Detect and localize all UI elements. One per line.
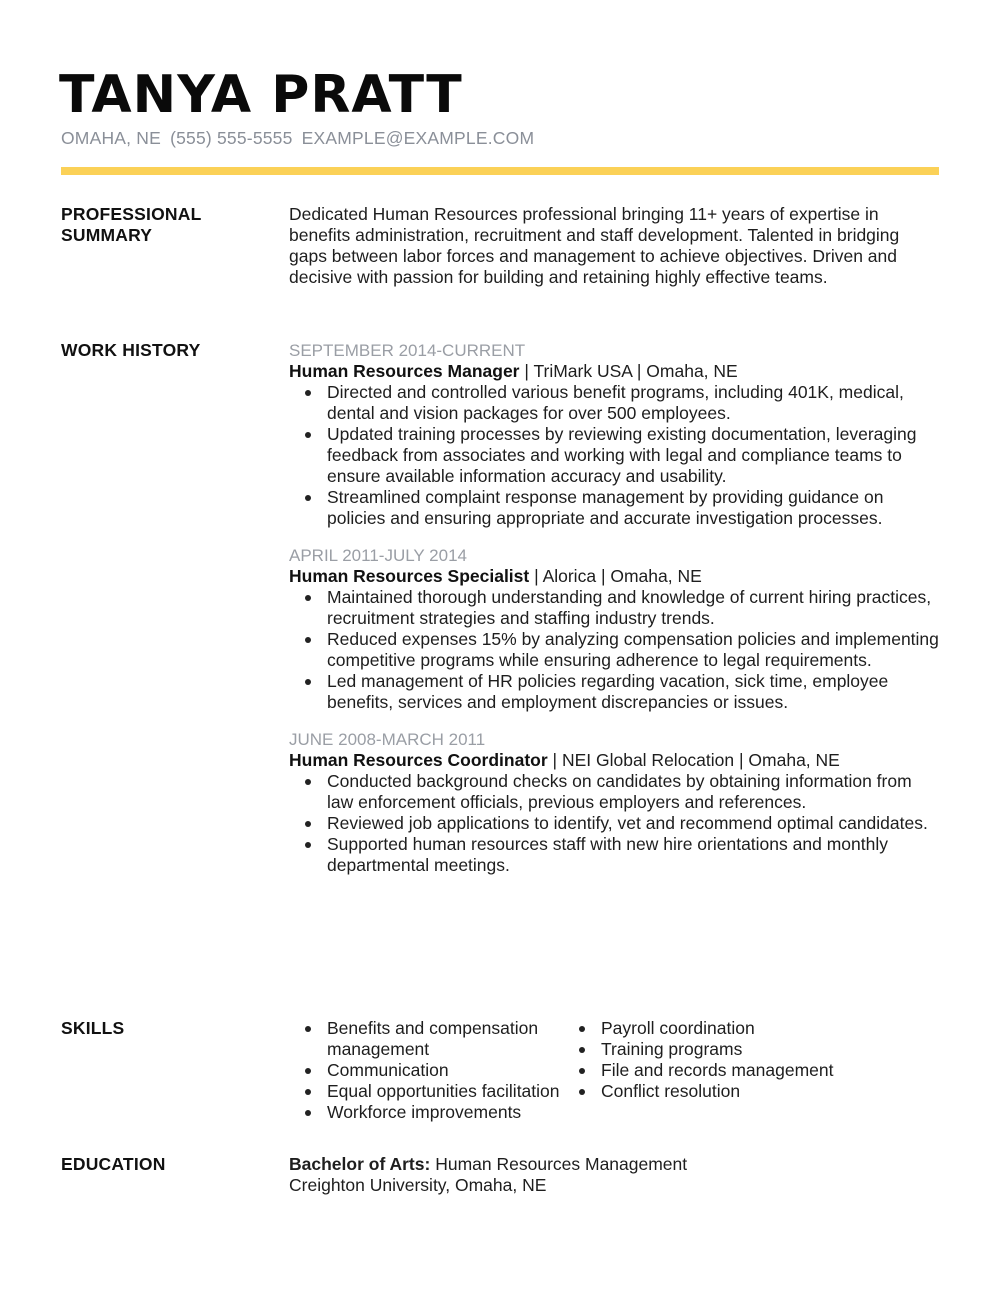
skill-item: Conflict resolution xyxy=(601,1081,876,1102)
job-location: Omaha, NE xyxy=(748,750,840,770)
section-label: PROFESSIONAL SUMMARY xyxy=(61,204,202,245)
skills-list xyxy=(289,1018,576,1123)
work-history-body xyxy=(289,340,941,892)
contact-email: EXAMPLE@EXAMPLE.COM xyxy=(301,128,535,148)
job-bullets xyxy=(289,587,941,713)
job-bullet: Conducted background checks on candidates by obtaining information from law enforcement officials, previous employers and references. xyxy=(327,771,941,813)
job-entry xyxy=(289,545,941,713)
job-entry xyxy=(289,729,941,876)
separator: | xyxy=(739,750,744,770)
skill-item: Workforce improvements xyxy=(327,1102,576,1123)
job-dates: APRIL 2011-JULY 2014 xyxy=(289,546,467,565)
job-location: Omaha, NE xyxy=(610,566,702,586)
job-bullet: Reduced expenses 15% by analyzing compensation policies and implementing competitive programs while ensuring adherence to legal requirements. xyxy=(327,629,941,671)
job-title-line xyxy=(289,750,941,771)
job-dates: SEPTEMBER 2014-CURRENT xyxy=(289,341,526,360)
job-location: Omaha, NE xyxy=(646,361,738,381)
contact-location: OMAHA, NE xyxy=(61,128,162,148)
degree-field: Human Resources Management xyxy=(435,1154,688,1174)
job-bullet: Reviewed job applications to identify, vet and recommend optimal candidates. xyxy=(327,813,941,834)
job-title: Human Resources Coordinator xyxy=(289,750,548,770)
skill-item: Payroll coordination xyxy=(601,1018,876,1039)
skill-item: Equal opportunities facilitation xyxy=(327,1081,576,1102)
job-company: NEI Global Relocation xyxy=(561,750,735,770)
skill-item: File and records management xyxy=(601,1060,876,1081)
job-company: Alorica xyxy=(542,566,597,586)
job-bullet: Led management of HR policies regarding vacation, sick time, employee benefits, services and employment discrepancies or issues. xyxy=(327,671,941,713)
skill-item: Benefits and compensation management xyxy=(327,1018,576,1060)
job-title: Human Resources Manager xyxy=(289,361,520,381)
education-body xyxy=(289,1154,941,1196)
section-label: SKILLS xyxy=(61,1018,125,1038)
job-bullet: Streamlined complaint response management by providing guidance on policies and ensuring appropriate and accurate investigation processes. xyxy=(327,487,941,529)
skills-list xyxy=(576,1018,876,1102)
degree-line xyxy=(289,1154,941,1175)
job-title-line xyxy=(289,361,941,382)
job-bullet: Directed and controlled various benefit programs, including 401K, medical, dental and vision packages for over 500 employees. xyxy=(327,382,941,424)
job-bullet: Updated training processes by reviewing existing documentation, leveraging feedback from associates and working with legal and compliance teams to ensure available information accuracy and usability. xyxy=(327,424,941,487)
job-bullets xyxy=(289,382,941,529)
job-entry xyxy=(289,340,941,529)
job-bullet: Supported human resources staff with new hire orientations and monthly departmental meetings. xyxy=(327,834,941,876)
contact-line xyxy=(61,127,538,149)
skills-column-2 xyxy=(576,1018,876,1123)
separator: | xyxy=(600,566,606,586)
header-accent-rule xyxy=(61,167,939,175)
job-title: Human Resources Specialist xyxy=(289,566,530,586)
separator: | xyxy=(524,361,529,381)
job-company: TriMark USA xyxy=(533,361,632,381)
job-title-line xyxy=(289,566,941,587)
skills-column-1 xyxy=(289,1018,576,1123)
summary-text: Dedicated Human Resources professional bringing 11+ years of expertise in benefits administration, recruitment and staff development. Talented in bridging gaps between labor forces and management to achieve objectives. Driven and decisive with passion for building and retaining highly effective teams. xyxy=(289,204,900,287)
candidate-name: TANYA PRATT xyxy=(59,65,463,125)
separator: | xyxy=(552,750,558,770)
skill-item: Communication xyxy=(327,1060,576,1081)
skill-item: Training programs xyxy=(601,1039,876,1060)
school: Creighton University, Omaha, NE xyxy=(289,1175,547,1195)
job-bullet: Maintained thorough understanding and knowledge of current hiring practices, recruitment strategies and staffing industry trends. xyxy=(327,587,941,629)
degree: Bachelor of Arts: xyxy=(289,1154,431,1174)
section-label: WORK HISTORY xyxy=(61,340,201,360)
skills-body xyxy=(289,1018,941,1123)
job-dates: JUNE 2008-MARCH 2011 xyxy=(289,730,486,749)
summary-body xyxy=(289,204,941,288)
separator: | xyxy=(534,566,539,586)
separator: | xyxy=(636,361,642,381)
section-label: EDUCATION xyxy=(61,1154,166,1174)
job-bullets xyxy=(289,771,941,876)
contact-phone: (555) 555-5555 xyxy=(170,128,293,148)
